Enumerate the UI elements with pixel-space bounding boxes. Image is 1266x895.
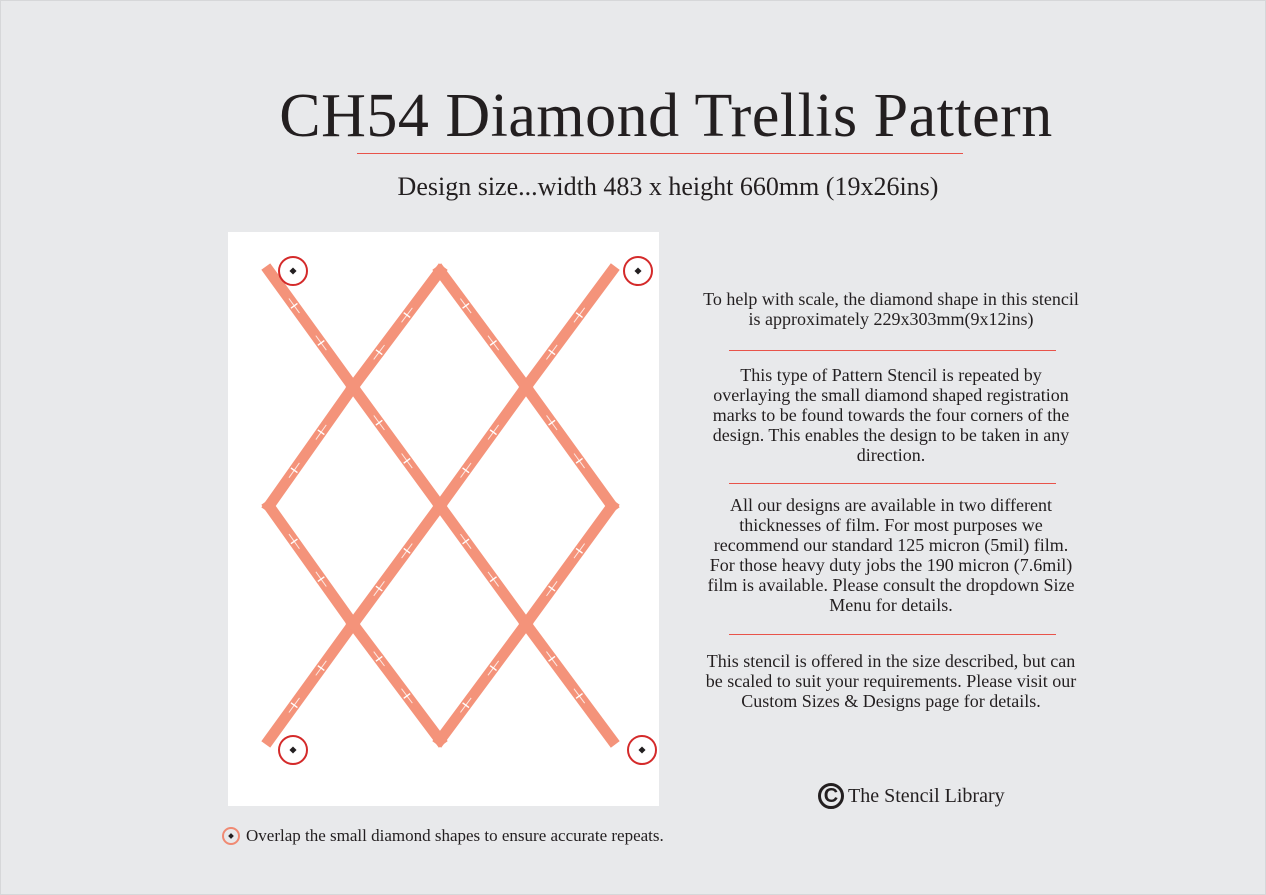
trellis-bar-8: [440, 271, 526, 387]
copyright-brand: [818, 780, 1005, 812]
brand-name: The Stencil Library: [848, 784, 1005, 807]
trellis-bar-11: [440, 624, 526, 740]
trellis-pattern-image: [228, 232, 659, 806]
registration-mark-icon: [628, 736, 656, 764]
trellis-bar-3: [269, 624, 353, 740]
trellis-bar-2: [269, 387, 353, 506]
trellis-bar-15: [526, 506, 612, 624]
registration-footnote: [222, 824, 664, 848]
design-size-subtitle: Design size...width 483 x height 660mm (19x26ins): [397, 172, 939, 201]
title-divider: [357, 153, 963, 154]
trellis-bar-12: [526, 387, 612, 506]
scale-info-text: To help with scale, the diamond shape in this stencil is approximately 229x303mm(9x12ins): [703, 289, 1079, 329]
copyright-icon: C: [818, 783, 844, 809]
film-info-text: All our designs are available in two different thicknesses of film. For most purposes we recommend our standard 125 micron (5mil) film. For those heavy duty jobs the 190 micron (7.6mil) film is available. Please consult the dropdown Size Menu for details.: [707, 495, 1075, 615]
registration-mark-icon: [624, 257, 652, 285]
trellis-bar-7: [353, 506, 440, 624]
repeat-info-text: This type of Pattern Stencil is repeated by overlaying the small diamond shaped registration marks to be found towards the four corners of the design. This enables the design to be taken in any direction.: [712, 365, 1070, 465]
info-divider-1: [729, 350, 1056, 351]
custom-size-info-text: This stencil is offered in the size described, but can be scaled to suit your requirements. Please visit our Custom Sizes & Designs page for details.: [705, 651, 1077, 711]
trellis-bar-13: [526, 271, 612, 387]
info-divider-3: [729, 634, 1056, 635]
registration-mark-icon: [279, 257, 307, 285]
stencil-preview: [228, 232, 659, 806]
trellis-bar-1: [269, 506, 353, 624]
trellis-bar-5: [353, 271, 440, 387]
info-divider-2: [729, 483, 1056, 484]
page-title: CH54 Diamond Trellis Pattern: [279, 82, 1053, 150]
trellis-bar-6: [353, 624, 440, 740]
trellis-bar-4: [353, 387, 440, 506]
trellis-bar-9: [440, 506, 526, 624]
registration-mark-icon: [279, 736, 307, 764]
registration-mark-icon: [222, 827, 240, 845]
trellis-bar-10: [440, 387, 526, 506]
trellis-bar-14: [526, 624, 612, 740]
trellis-bar-0: [269, 271, 353, 387]
footnote-text: Overlap the small diamond shapes to ensure accurate repeats.: [246, 826, 664, 845]
